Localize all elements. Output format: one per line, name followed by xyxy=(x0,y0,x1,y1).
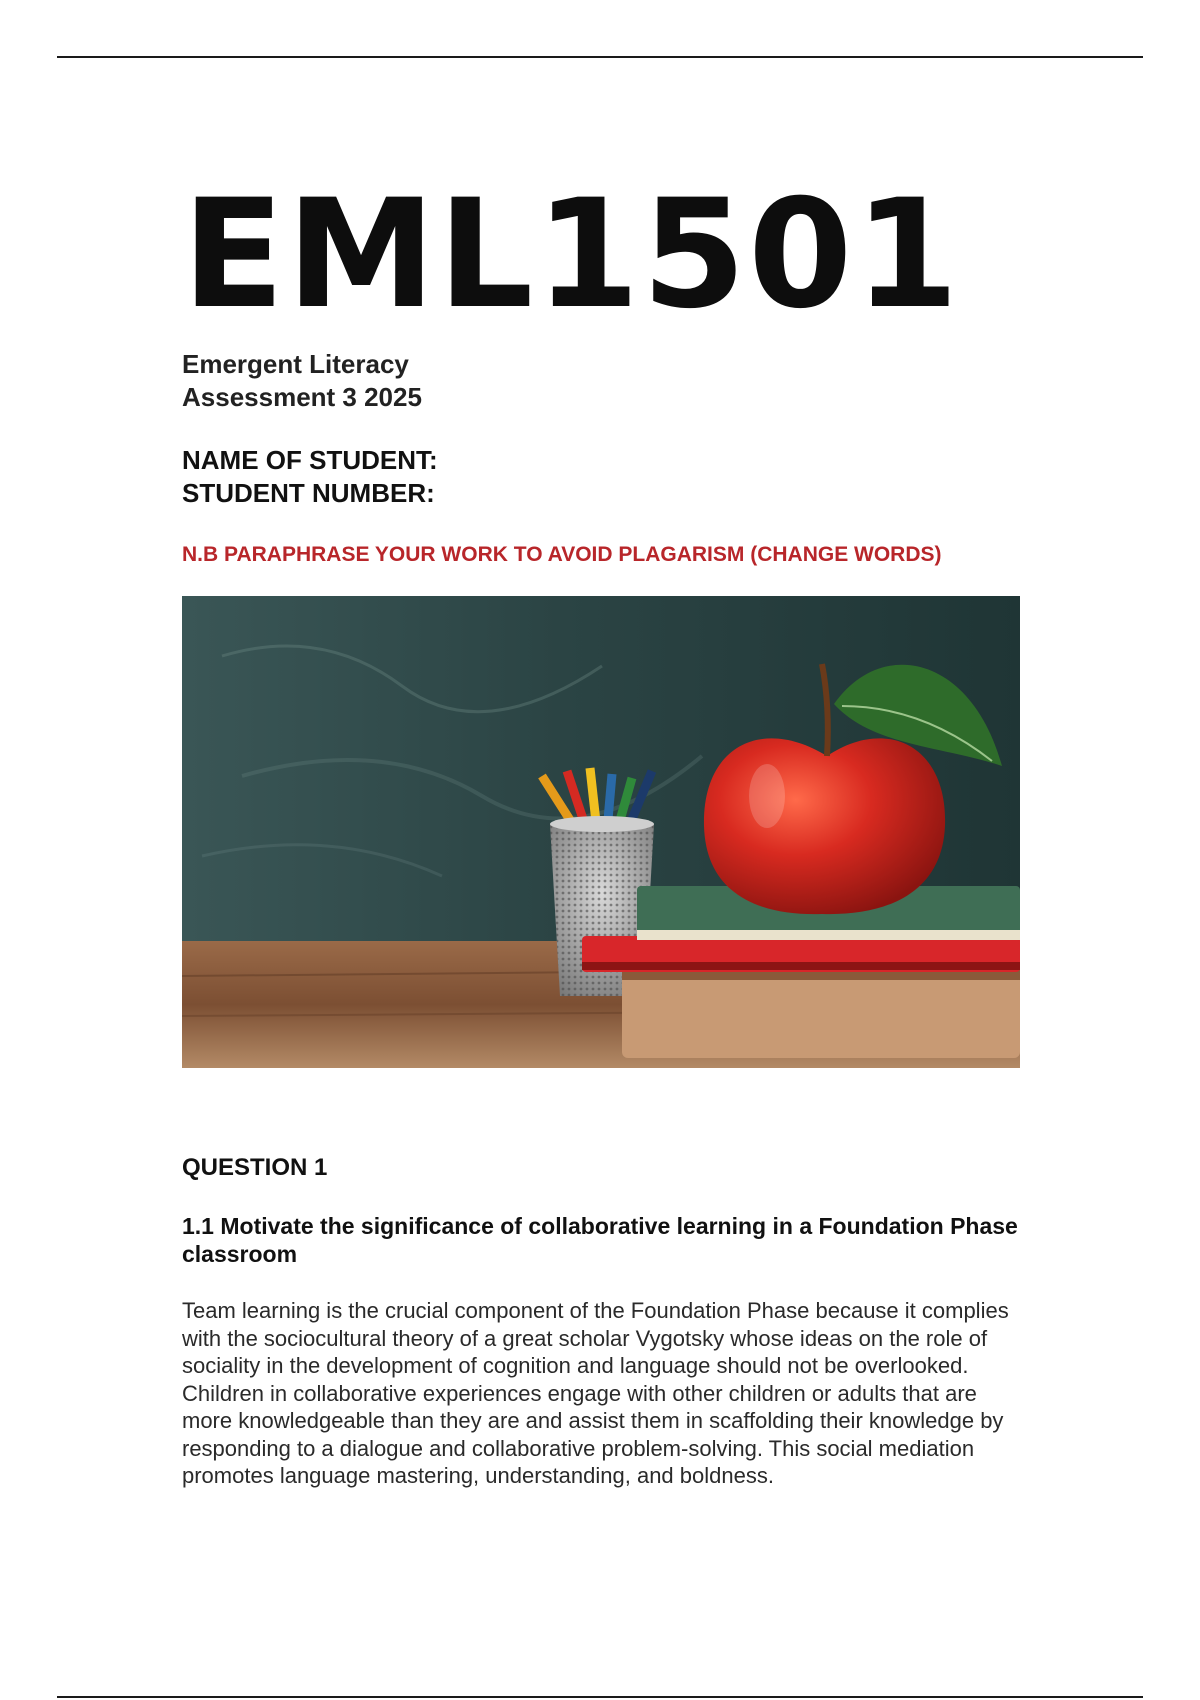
subtitle-course-name: Emergent Literacy xyxy=(182,349,409,379)
bottom-rule xyxy=(57,1696,1143,1698)
student-name-label: NAME OF STUDENT: xyxy=(182,445,438,475)
answer-1-1-paragraph: Team learning is the crucial component of the Foundation Phase because it complies with the sociocultural theory of a great scholar Vygotsky whose ideas on the role of sociality in the development of cognition and language should not be overlooked. Children in collaborative experiences engage with other children or adults that are more knowledgeable than they are and assist them in scaffolding their knowledge by responding to a dialogue and collaborative problem-solving. This social mediation promotes language mastering, understanding, and boldness. xyxy=(182,1298,1009,1488)
top-rule xyxy=(57,56,1143,58)
student-number-label: STUDENT NUMBER: xyxy=(182,478,435,508)
student-fields xyxy=(182,444,438,510)
apple-books-pencils-image xyxy=(182,596,1020,1068)
plagiarism-notice: N.B PARAPHRASE YOUR WORK TO AVOID PLAGARISM (CHANGE WORDS) xyxy=(182,543,942,566)
course-code-title: EML1501 xyxy=(182,168,961,342)
question-1-1-text: 1.1 Motivate the significance of collaborative learning in a Foundation Phase classroom xyxy=(182,1213,1018,1267)
subtitle-assessment: Assessment 3 2025 xyxy=(182,382,422,412)
subtitle xyxy=(182,348,422,414)
question-heading: QUESTION 1 xyxy=(182,1154,328,1181)
